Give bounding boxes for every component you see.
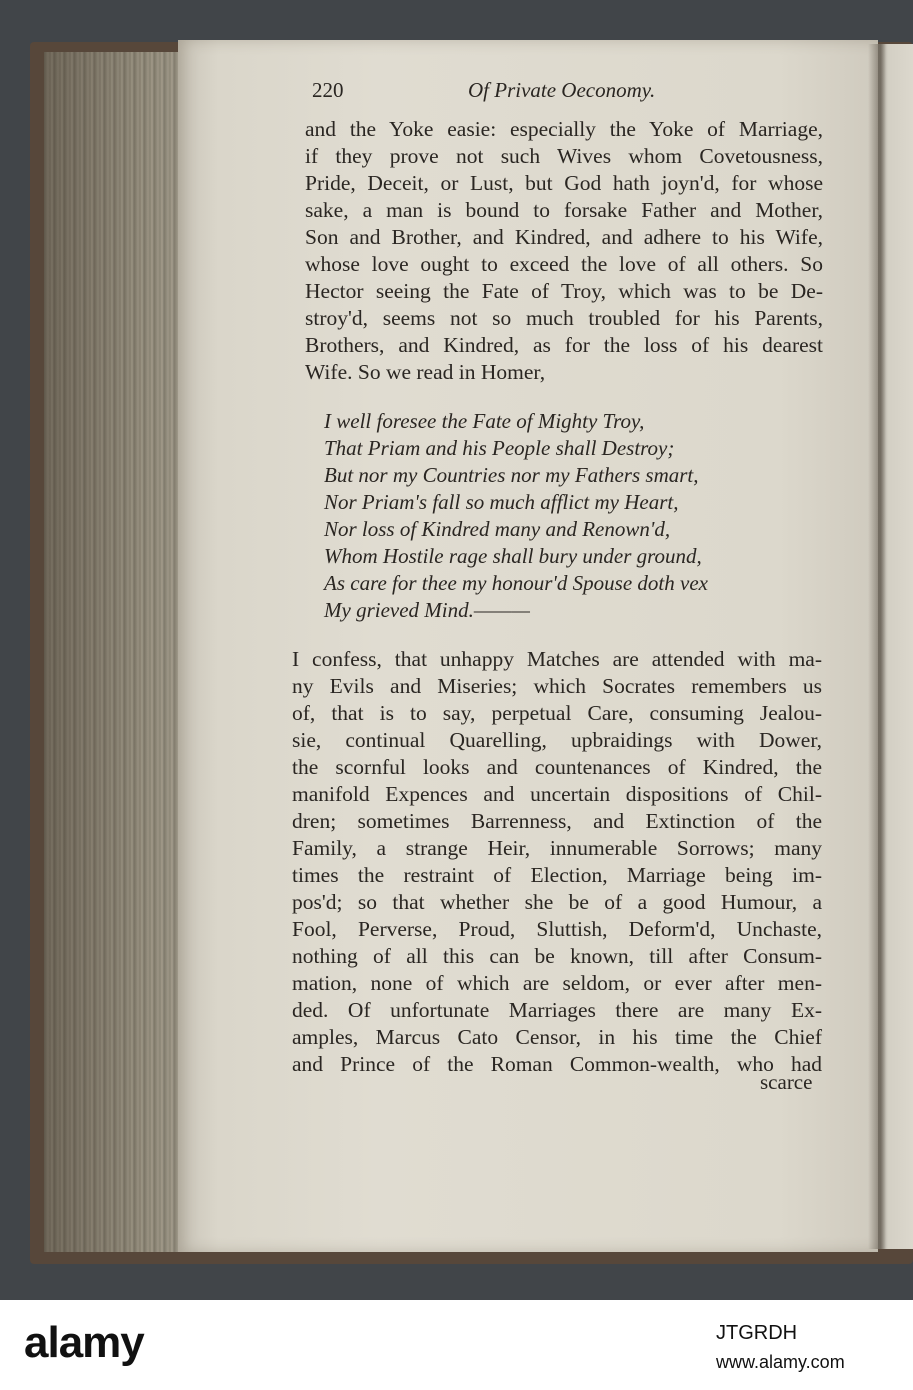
text-line: manifold Expences and uncertain dispositions of Chil- xyxy=(292,782,822,806)
image-id: JTGRDH xyxy=(716,1322,798,1344)
text-line: pos'd; so that whether she be of a good Humour, a xyxy=(292,890,822,914)
verse-line: That Priam and his People shall Destroy; xyxy=(324,436,675,460)
verse-line: But nor my Countries nor my Fathers smart, xyxy=(324,463,699,487)
text-line: Brothers, and Kindred, as for the loss of his dearest xyxy=(305,333,823,357)
catchword: scarce xyxy=(760,1070,813,1094)
text-line: and the Yoke easie: especially the Yoke of Marriage, xyxy=(305,117,823,141)
text-line: Fool, Perverse, Proud, Sluttish, Deform'd, Unchaste, xyxy=(292,917,822,941)
verse-line: Nor loss of Kindred many and Renown'd, xyxy=(324,517,671,541)
text-line: ny Evils and Miseries; which Socrates remembers us xyxy=(292,674,822,698)
text-line: sie, continual Quarelling, upbraidings with Dower, xyxy=(292,728,822,752)
text-line: Family, a strange Heir, innumerable Sorrows; many xyxy=(292,836,822,860)
page-number: 220 xyxy=(312,78,344,102)
text-line: and Prince of the Roman Common-wealth, who had xyxy=(292,1052,822,1076)
text-line: of, that is to say, perpetual Care, consuming Jealou- xyxy=(292,701,822,725)
text-line: nothing of all this can be known, till after Consum- xyxy=(292,944,822,968)
text-line: Hector seeing the Fate of Troy, which was to be De- xyxy=(305,279,823,303)
text-line: dren; sometimes Barrenness, and Extinction of the xyxy=(292,809,822,833)
verse-line: I well foresee the Fate of Mighty Troy, xyxy=(324,409,645,433)
text-line: Pride, Deceit, or Lust, but God hath joyn'd, for whose xyxy=(305,171,823,195)
text-line: times the restraint of Election, Marriage being im- xyxy=(292,863,822,887)
text-line: whose love ought to exceed the love of all others. So xyxy=(305,252,823,276)
text-line: Son and Brother, and Kindred, and adhere to his Wife, xyxy=(305,225,823,249)
running-head xyxy=(312,78,692,108)
text-line: mation, none of which are seldom, or ever after men- xyxy=(292,971,822,995)
verse-line: Nor Priam's fall so much afflict my Heart, xyxy=(324,490,679,514)
text-line: stroy'd, seems not so much troubled for his Parents, xyxy=(305,306,823,330)
verse-line: Whom Hostile rage shall bury under ground, xyxy=(324,544,702,568)
text-line: ded. Of unfortunate Marriages there are many Ex- xyxy=(292,998,822,1022)
brand-logo: alamy xyxy=(24,1318,144,1367)
text-line: the scornful looks and countenances of Kindred, the xyxy=(292,755,822,779)
running-title: Of Private Oeconomy. xyxy=(468,78,656,102)
text-line: I confess, that unhappy Matches are attended with ma- xyxy=(292,647,822,671)
brand-url: www.alamy.com xyxy=(716,1352,845,1372)
verse-line: As care for thee my honour'd Spouse doth vex xyxy=(324,571,708,595)
text-line: amples, Marcus Cato Censor, in his time the Chief xyxy=(292,1025,822,1049)
text-line: sake, a man is bound to forsake Father and Mother, xyxy=(305,198,823,222)
text-line: if they prove not such Wives whom Covetousness, xyxy=(305,144,823,168)
verse-line: My grieved Mind.——— xyxy=(324,598,530,622)
text-line: Wife. So we read in Homer, xyxy=(305,360,546,384)
